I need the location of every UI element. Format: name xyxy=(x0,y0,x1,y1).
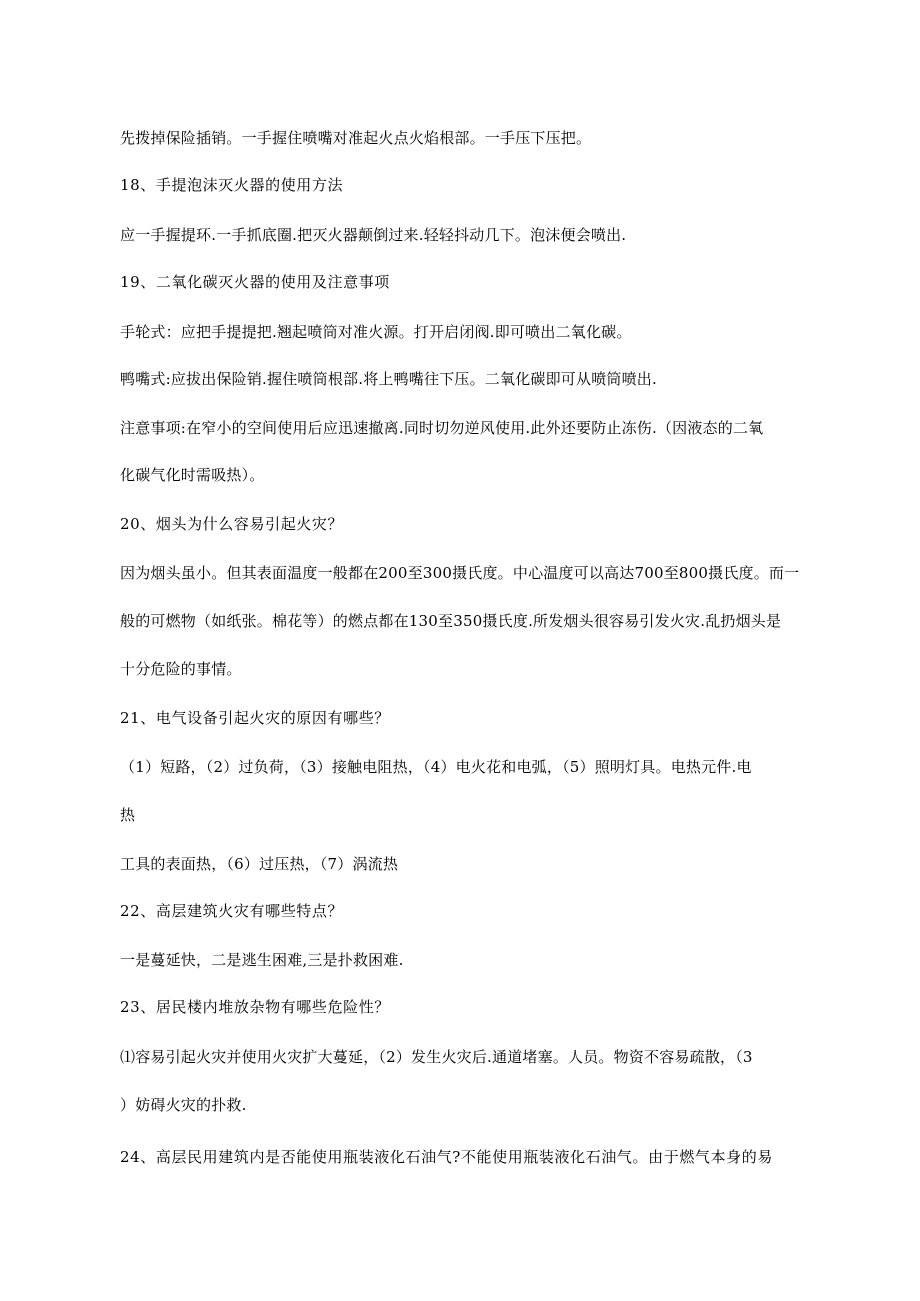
paragraph-line: 应一手握提环.一手抓底圈.把灭火器颠倒过来.轻轻抖动几下。泡沫便会喷出. xyxy=(120,226,627,244)
section-heading-18: 18、手提泡沫灭火器的使用方法 xyxy=(120,176,344,194)
paragraph-line: 一是蔓延快，二是逃生困难,三是扑救困难. xyxy=(120,951,404,969)
section-heading-21: 21、电气设备引起火灾的原因有哪些？ xyxy=(120,709,390,727)
paragraph-line: ⑴容易引起火灾并使用火灾扩大蔓延，（2）发生火灾后.通道堵塞。人员。物资不容易疏散，（3 xyxy=(120,1048,753,1066)
paragraph-line: 般的可燃物（如纸张。棉花等）的燃点都在130至350摄氏度.所发烟头很容易引发火灾.乱扔烟头是 xyxy=(120,612,782,630)
paragraph-line: 手轮式：应把手提提把.翘起喷筒对准火源。打开启闭阀.即可喷出二氧化碳。 xyxy=(120,323,632,341)
paragraph-line: 注意事项:在窄小的空间使用后应迅速撤离.同时切勿逆风使用.此外还要防止冻伤.（因液态的二氧 xyxy=(120,419,764,437)
paragraph-line: 工具的表面热，（6）过压热，（7）涡流热 xyxy=(120,855,399,873)
section-heading-24: 24、高层民用建筑内是否能使用瓶装液化石油气?不能使用瓶装液化石油气。由于燃气本身的易 xyxy=(120,1148,773,1166)
section-heading-19: 19、二氧化碳灭火器的使用及注意事项 xyxy=(120,273,390,291)
section-heading-20: 20、烟头为什么容易引起火灾？ xyxy=(120,515,344,533)
section-heading-22: 22、高层建筑火灾有哪些特点？ xyxy=(120,902,344,920)
section-heading-23: 23、居民楼内堆放杂物有哪些危险性？ xyxy=(120,998,390,1016)
paragraph-line: ）妨碍火灾的扑救. xyxy=(120,1096,247,1114)
paragraph-line: 因为烟头虽小。但其表面温度一般都在200至300摄氏度。中心温度可以高达700至800摄氏度。而一 xyxy=(120,564,800,582)
paragraph-line: （1）短路，（2）过负荷，（3）接触电阻热，（4）电火花和电弧，（5）照明灯具。电热元件.电 xyxy=(120,758,752,776)
paragraph-line: 热 xyxy=(120,806,136,824)
paragraph-line: 鸭嘴式:应拔出保险销.握住喷筒根部.将上鸭嘴往下压。二氧化碳即可从喷筒喷出. xyxy=(120,370,657,388)
paragraph-line: 化碳气化时需吸热）。 xyxy=(120,466,265,484)
paragraph-line: 先拨掉保险插销。一手握住喷嘴对准起火点火焰根部。一手压下压把。 xyxy=(120,129,592,147)
paragraph-line: 十分危险的事情。 xyxy=(120,660,242,678)
